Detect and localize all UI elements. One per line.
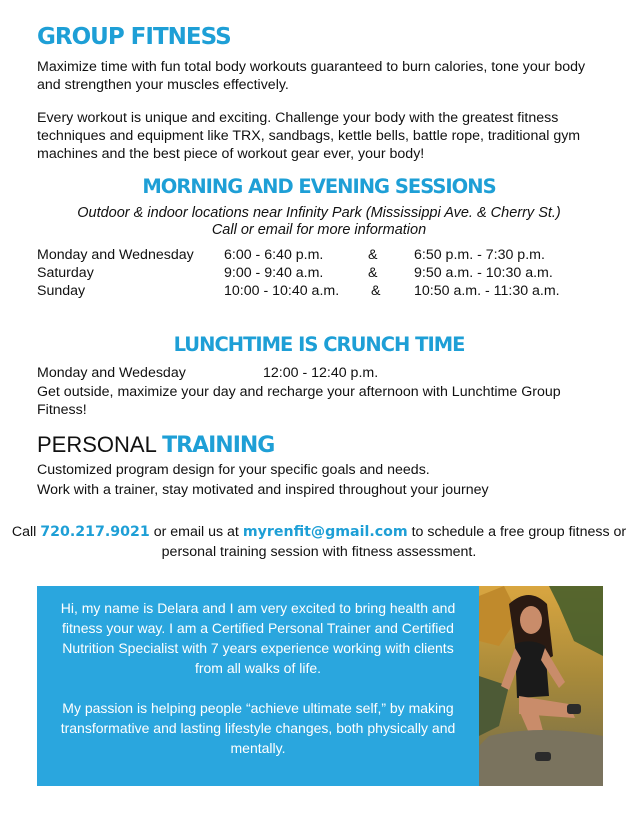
personal-training-heading — [37, 432, 274, 458]
trainer-photo — [479, 586, 603, 786]
schedule-time-2: 9:50 a.m. - 10:30 a.m. — [414, 265, 553, 281]
contact-prefix: Call — [11, 524, 37, 540]
schedule-ampersand: & — [371, 283, 381, 299]
contact-middle: or email us at — [153, 524, 239, 540]
trainer-bio-box — [37, 586, 479, 786]
lunch-description: Get outside, maximize your day and recharge your afternoon with Lunchtime Group Fitness! — [37, 384, 561, 418]
schedule-time-2: 10:50 a.m. - 11:30 a.m. — [414, 283, 560, 299]
email-link[interactable]: myrenfit@gmail.com — [242, 524, 408, 540]
lunch-schedule-row — [37, 365, 597, 383]
bio-paragraph-2: My passion is helping people “achieve ultimate self,” by making transformative and lasting lifestyle changes, both physically and mentally. — [60, 700, 456, 756]
lunch-day: Monday and Wedesday — [37, 365, 186, 381]
personal-training-line-1: Customized program design for your specific goals and needs. — [37, 462, 430, 478]
schedule-day: Monday and Wednesday — [37, 247, 194, 263]
schedule-day: Sunday — [37, 283, 86, 299]
intro-paragraph-1: Maximize time with fun total body workouts guaranteed to burn calories, tone your body and strengthen your muscles effectively. — [37, 59, 586, 93]
schedule-ampersand: & — [368, 247, 378, 263]
lunchtime-heading: LUNCHTIME IS CRUNCH TIME — [173, 333, 465, 356]
trainer-bio — [47, 598, 469, 758]
schedule-time-2: 6:50 p.m. - 7:30 p.m. — [414, 247, 545, 263]
bio-paragraph-1: Hi, my name is Delara and I am very excited to bring health and fitness your way. I am a Certified Personal Trainer and Certified Nutrition Specialist with 7 years experience working with clients from all walks of life. — [60, 600, 456, 676]
location-note — [0, 205, 638, 239]
schedule-time-1: 9:00 - 9:40 a.m. — [224, 265, 324, 281]
morning-evening-heading: MORNING AND EVENING SESSIONS — [142, 175, 496, 198]
session-schedule — [37, 246, 617, 300]
intro-paragraph-2: Every workout is unique and exciting. Challenge your body with the greatest fitness techniques and equipment like TRX, sandbags, kettle bells, battle rope, traditional gym machines and the best piece of workout gear ever, your body! — [37, 110, 581, 162]
schedule-time-1: 6:00 - 6:40 p.m. — [224, 247, 324, 263]
schedule-ampersand: & — [368, 265, 378, 281]
contact-note-line: Call or email for more information — [211, 222, 427, 238]
personal-training-line-2: Work with a trainer, stay motivated and inspired throughout your journey — [37, 482, 489, 498]
lunch-time: 12:00 - 12:40 p.m. — [263, 365, 379, 381]
schedule-row — [37, 246, 617, 264]
contact-info — [0, 522, 638, 562]
page-title: GROUP FITNESS — [37, 24, 231, 50]
contact-suffix: to schedule a free group fitness or personal training session with fitness assessment. — [161, 524, 627, 560]
schedule-day: Saturday — [37, 265, 94, 281]
schedule-time-1: 10:00 - 10:40 a.m. — [224, 283, 340, 299]
schedule-row — [37, 264, 617, 282]
schedule-row — [37, 282, 617, 300]
location-line: Outdoor & indoor locations near Infinity Park (Mississippi Ave. & Cherry St.) — [77, 205, 561, 221]
heading-part-plain: PERSONAL — [37, 432, 157, 457]
heading-part-bold: TRAINING — [162, 433, 275, 458]
phone-link[interactable]: 720.217.9021 — [40, 524, 150, 540]
